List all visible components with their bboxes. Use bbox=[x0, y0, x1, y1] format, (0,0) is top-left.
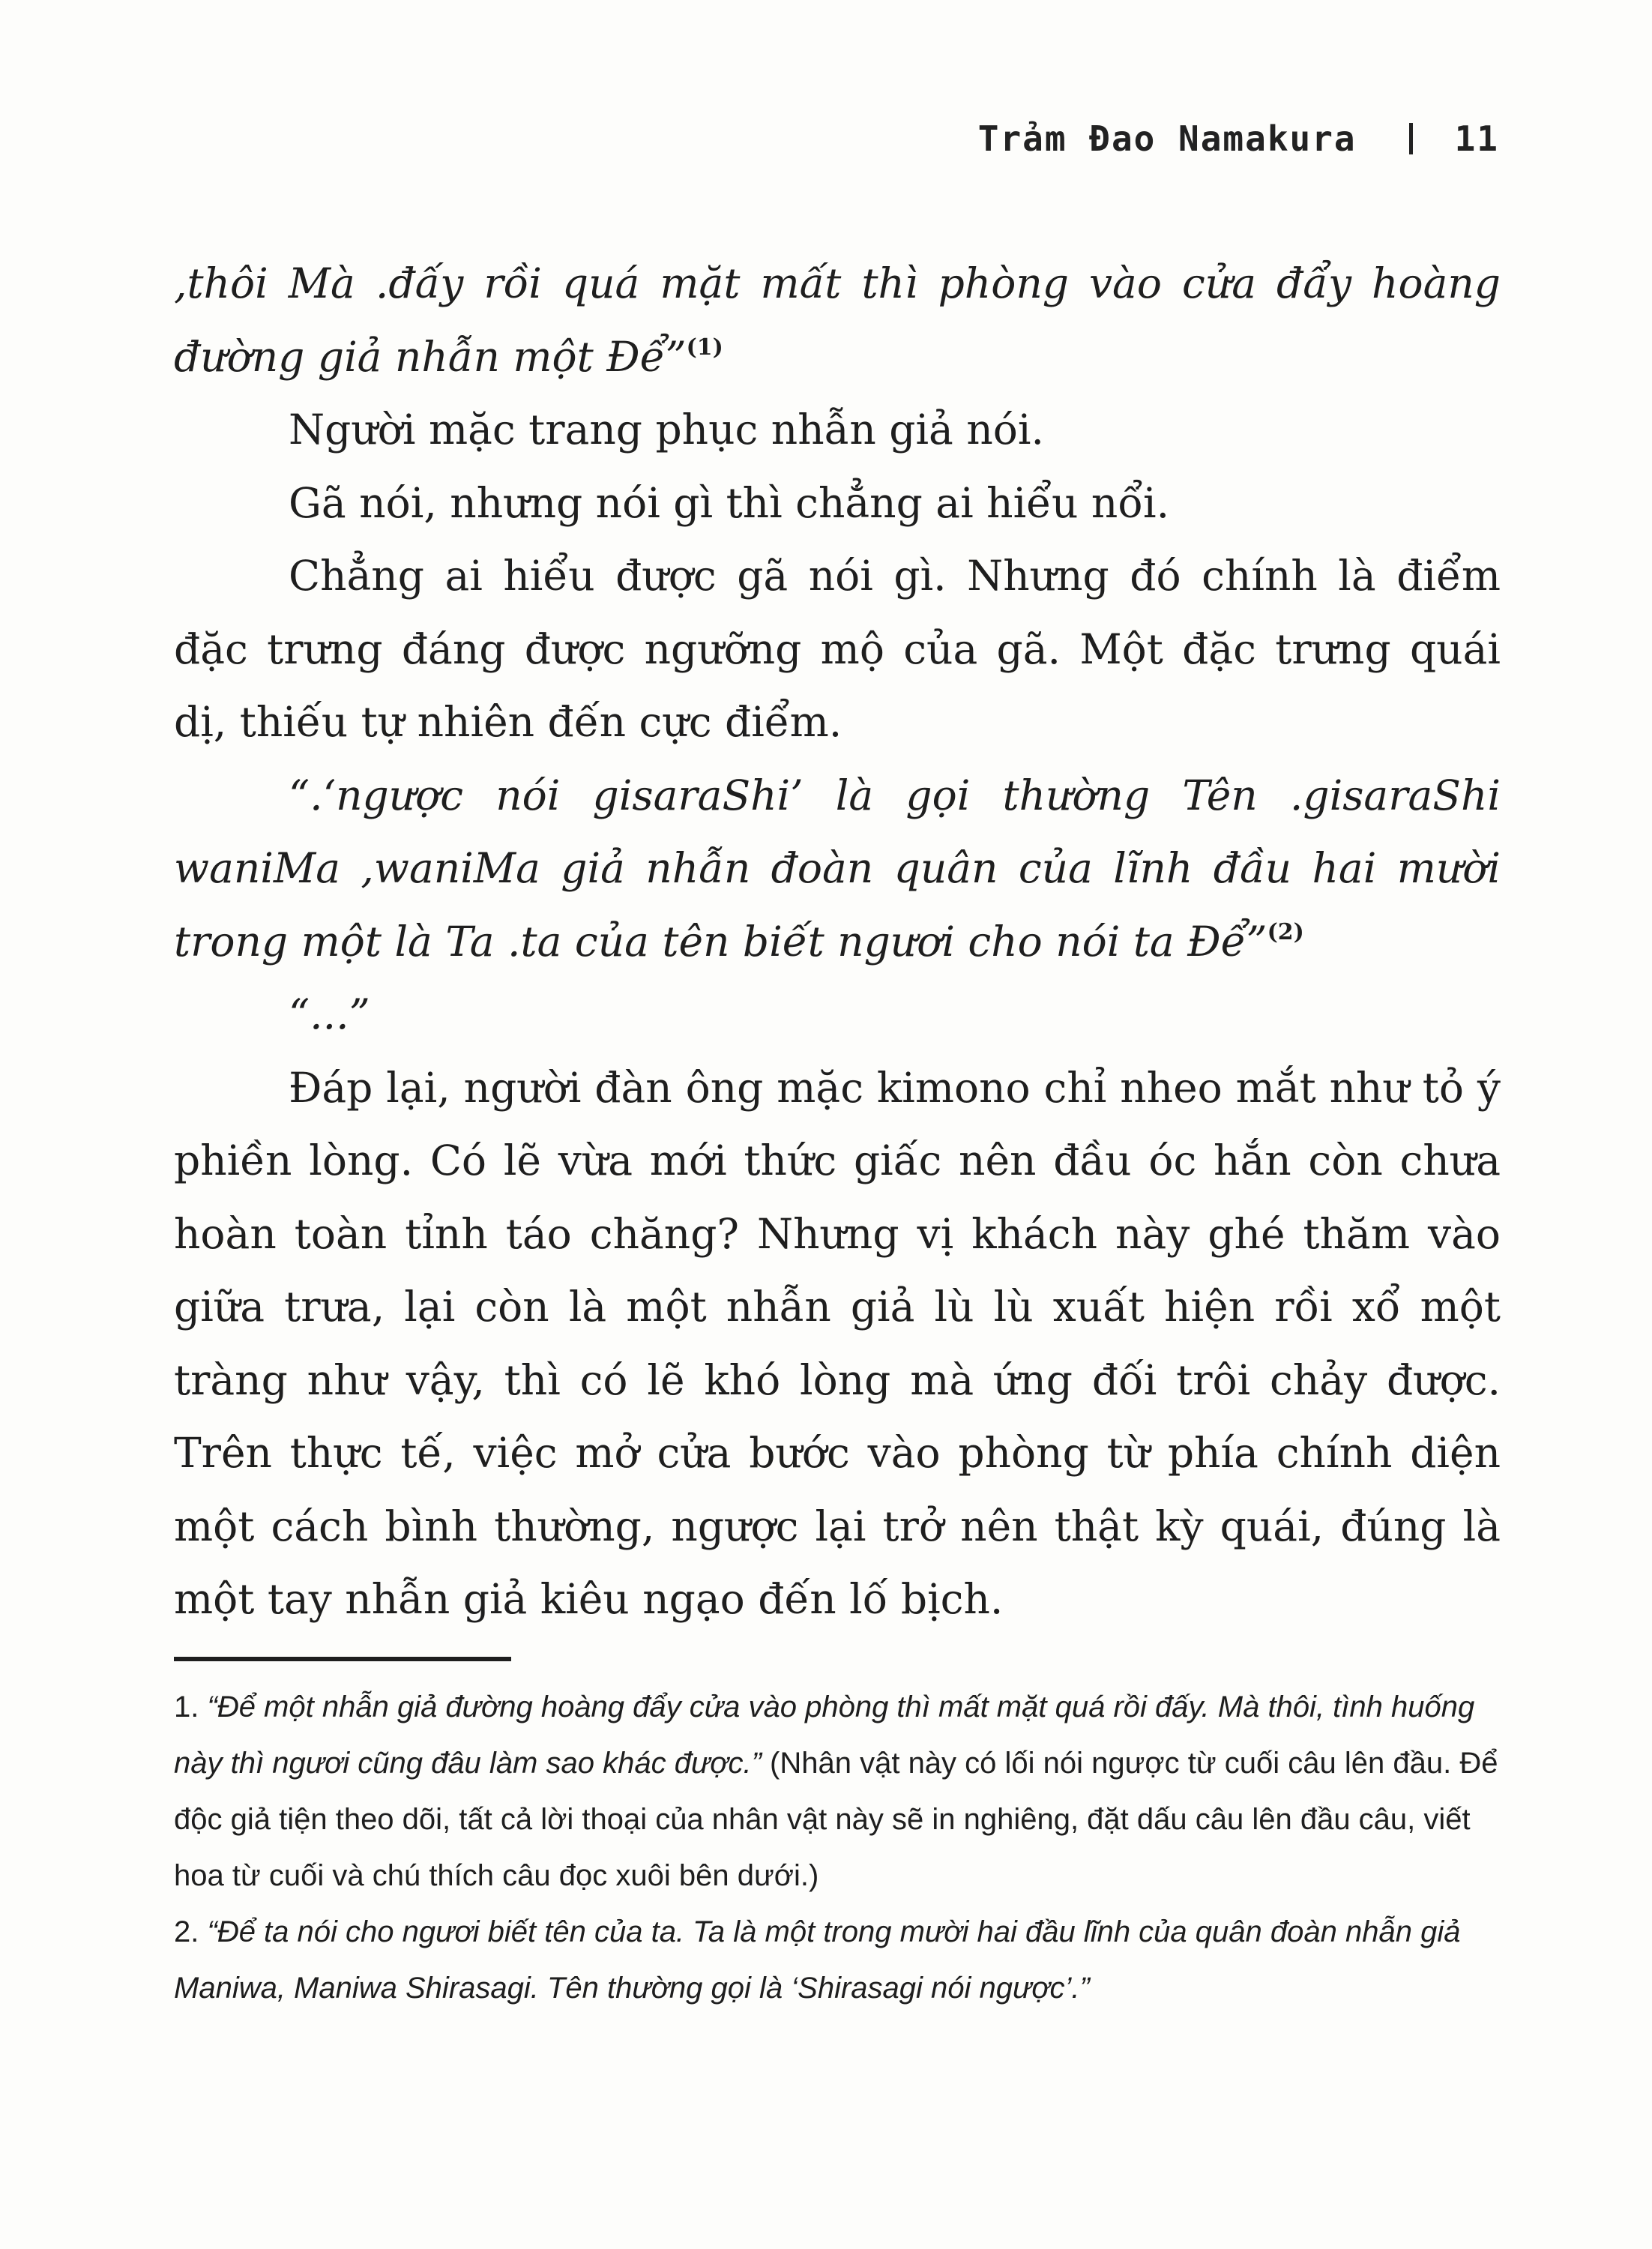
running-header bbox=[907, 112, 1499, 165]
book-title: Trảm Đao Namakura bbox=[977, 118, 1357, 159]
footnote-2 bbox=[174, 1904, 1501, 2017]
paragraph-3: Gã nói, nhưng nói gì thì chẳng ai hiểu nổi. bbox=[289, 478, 1170, 527]
paragraph-7: Đáp lại, người đàn ông mặc kimono chỉ nheo mắt như tỏ ý phiền lòng. Có lẽ vừa mới thức giấc nên đầu óc hắn còn chưa hoàn toàn tỉnh táo chăng? Nhưng vị khách này ghé thăm vào giữa trưa, lại còn là một nhẫn giả lù lù xuất hiện rồi xổ một tràng như vậy, thì có lẽ khó lòng mà ứng đối trôi chảy được. Trên thực tế, việc mở cửa bước vào phòng từ phía chính diện một cách bình thường, ngược lại trở nên thật kỳ quái, đúng là một tay nhẫn giả kiêu ngạo đến lố bịch. bbox=[174, 1063, 1501, 1623]
footnote-number: 2. bbox=[174, 1915, 199, 1948]
footnote-divider bbox=[174, 1657, 511, 1661]
body-text bbox=[174, 247, 1501, 1637]
dialogue-text: ,thôi Mà .đấy rồi quá mặt mất thì phòng vào cửa đẩy hoàng đường giả nhẫn một Để” bbox=[174, 259, 1501, 381]
footnote-1 bbox=[174, 1679, 1501, 1904]
page-number: 11 bbox=[1454, 118, 1499, 159]
dialogue-text: “.‘ngược nói gisaraShi’ là gọi thường Tên .gisaraShi waniMa ,waniMa giả nhẫn đoàn quân của lĩnh đầu hai mười trong một là Ta .ta của tên biết ngươi cho nói ta Để” bbox=[174, 771, 1501, 966]
footnote-italic-text: “Để ta nói cho ngươi biết tên của ta. Ta là một trong mười hai đầu lĩnh của quân đoàn nhẫn giả Maniwa, Maniwa Shirasagi. Tên thường gọi là ‘Shirasagi nói ngược’.” bbox=[174, 1915, 1461, 2005]
paragraph-2: Người mặc trang phục nhẫn giả nói. bbox=[289, 406, 1044, 454]
header-separator bbox=[1409, 123, 1413, 154]
paragraph-4: Chẳng ai hiểu được gã nói gì. Nhưng đó chính là điểm đặc trưng đáng được ngưỡng mộ của gã. Một đặc trưng quái dị, thiếu tự nhiên đến cực điểm. bbox=[174, 552, 1501, 746]
footnote-text: (Nhân vật này có lối nói ngược từ cuối câu lên đầu. Để độc giả tiện theo dõi, tất cả lời thoại của nhân vật này sẽ in nghiêng, đặt dấu câu lên đầu câu, viết hoa từ cuối và chú thích câu đọc xuôi bên dưới.) bbox=[174, 1747, 1498, 1892]
footnote-ref-2: (2) bbox=[1267, 918, 1304, 945]
footnote-ref-1: (1) bbox=[686, 334, 723, 361]
paragraph-6: “...” bbox=[289, 990, 370, 1038]
footnote-number: 1. bbox=[174, 1690, 199, 1723]
footnotes bbox=[174, 1679, 1501, 2017]
footnote-italic-text: “Để một nhẫn giả đường hoàng đẩy cửa vào phòng thì mất mặt quá rồi đấy. Mà thôi, tình huống này thì ngươi cũng đâu làm sao khác được.” bbox=[174, 1690, 1475, 1780]
dialogue-paragraph-5 bbox=[174, 759, 1501, 979]
dialogue-paragraph-1 bbox=[174, 247, 1501, 394]
